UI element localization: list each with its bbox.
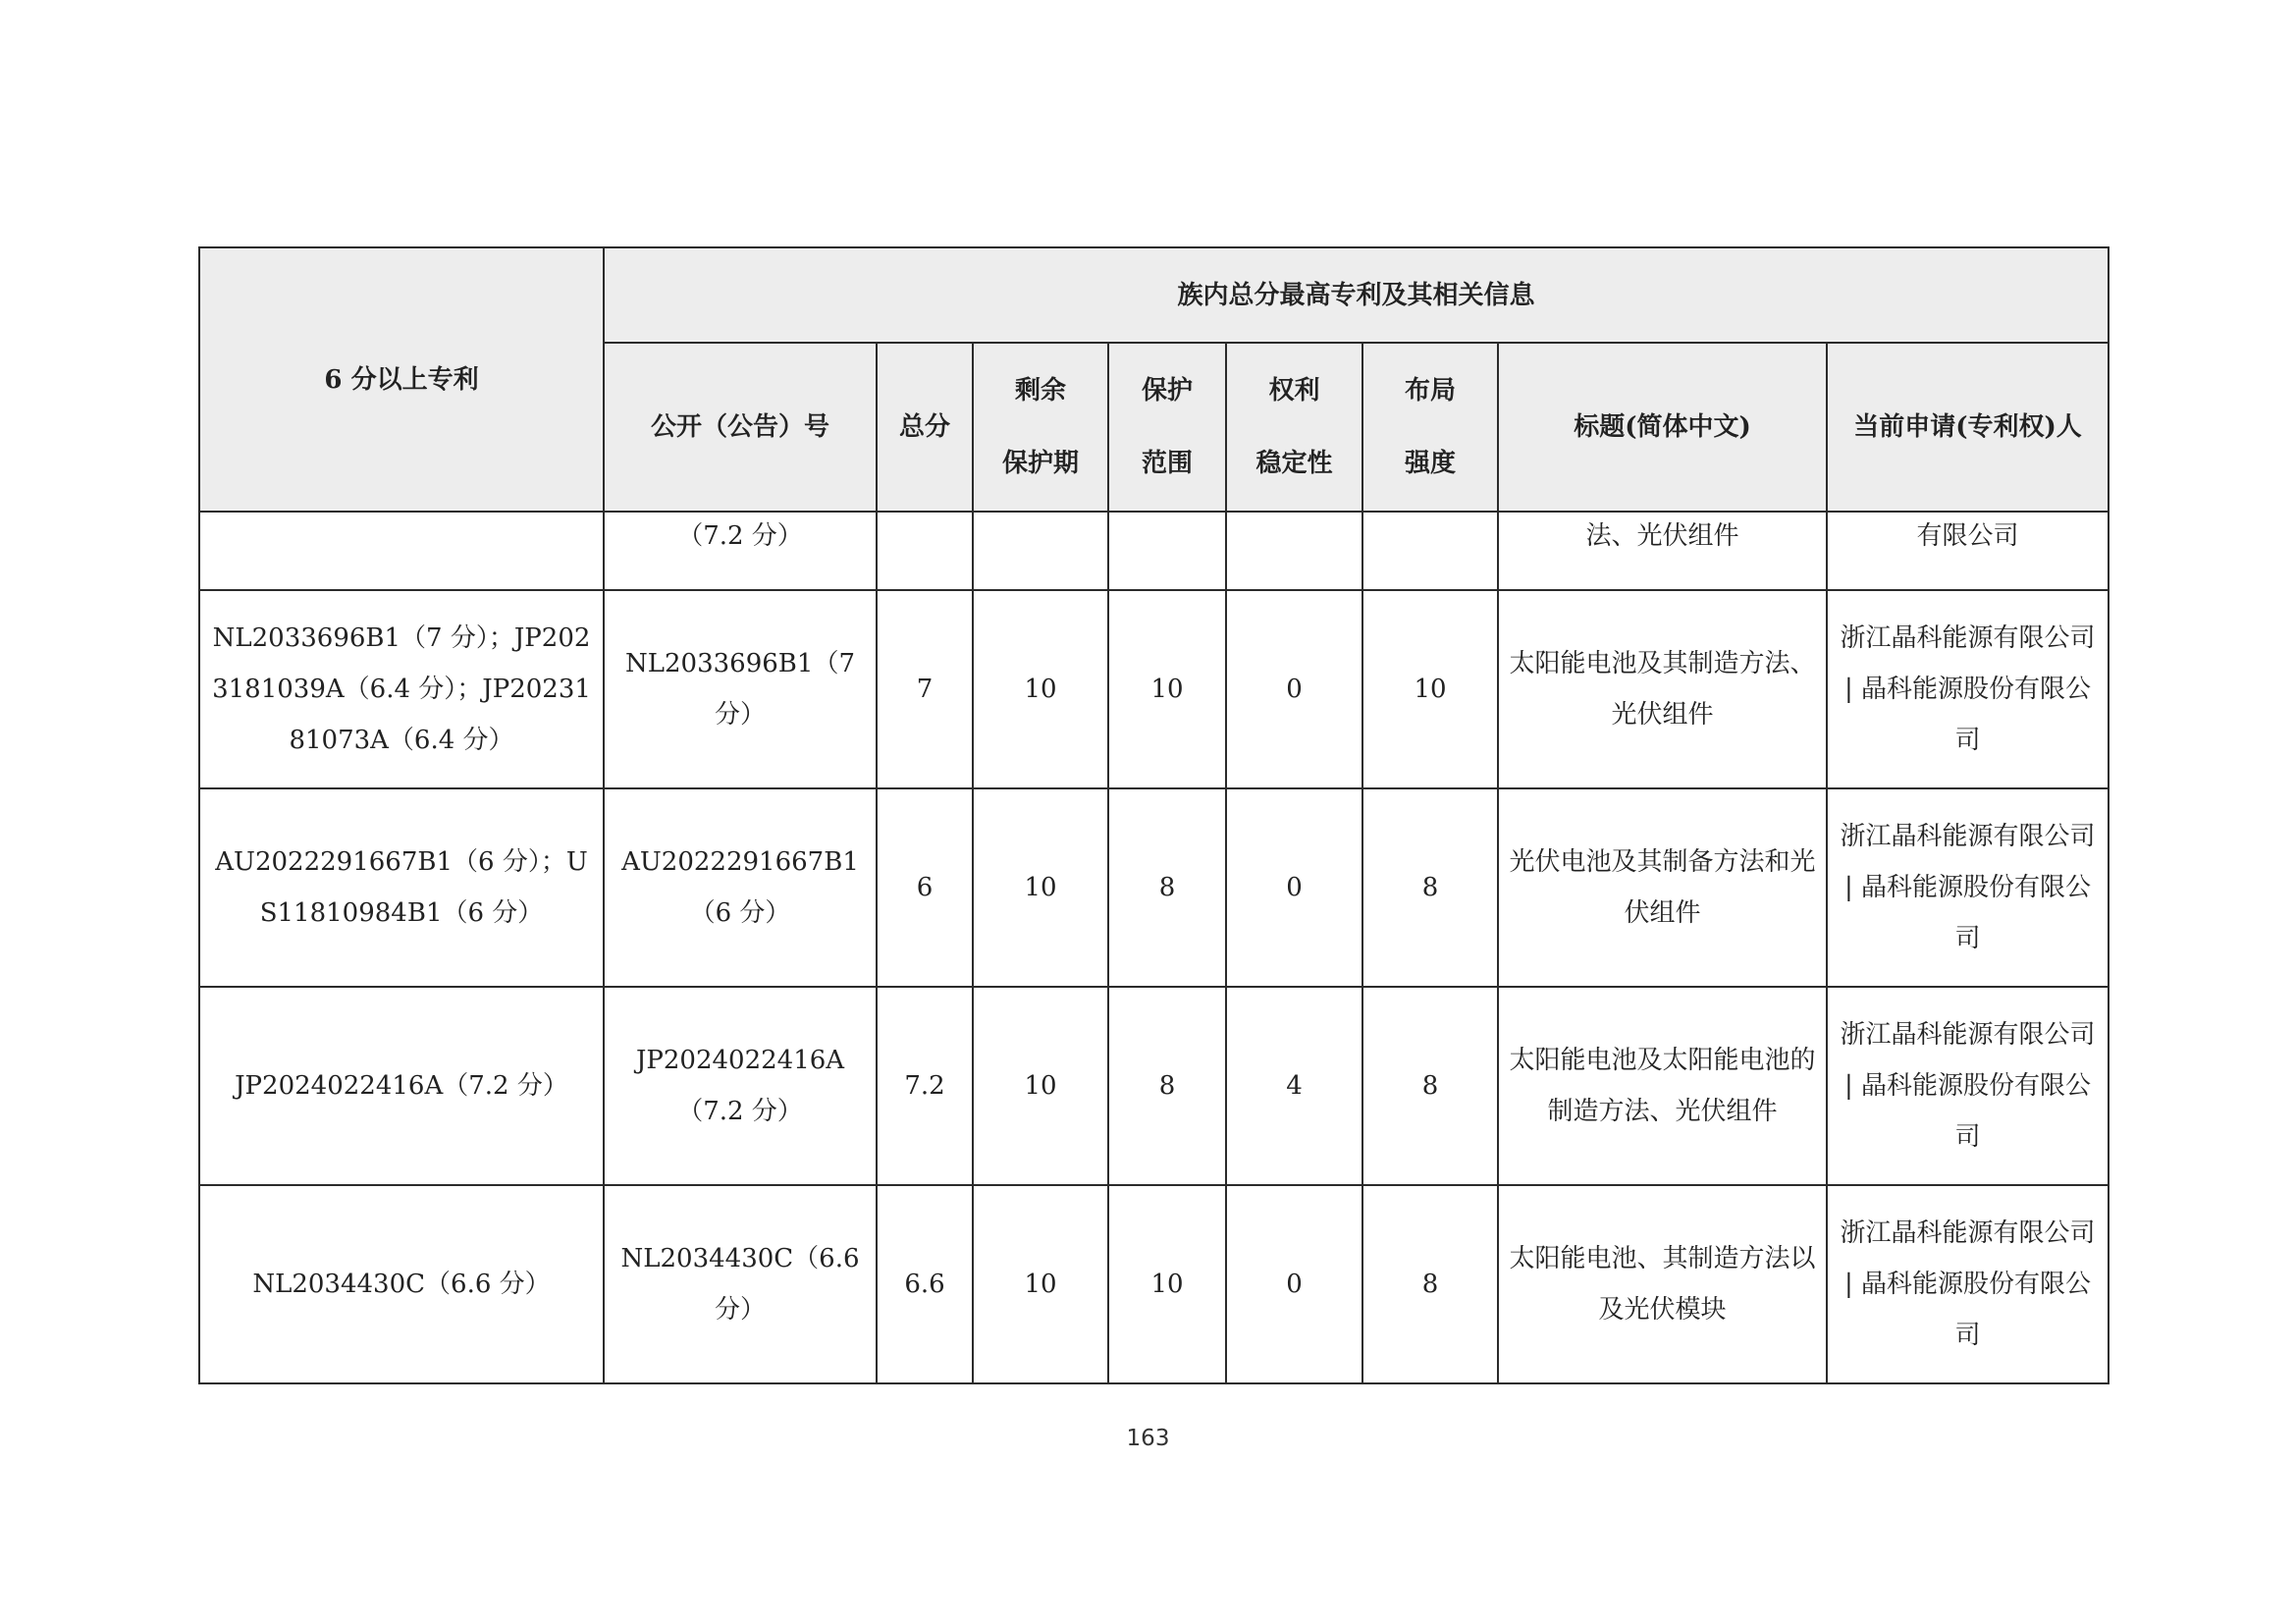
- cell-applicant: 浙江晶科能源有限公司 | 晶科能源股份有限公司: [1827, 987, 2109, 1185]
- table-row: [199, 1185, 2109, 1383]
- header-layout-strength: [1362, 343, 1498, 512]
- cell-title: 太阳能电池、其制造方法以及光伏模块: [1498, 1185, 1827, 1383]
- header-pub-number: 公开（公告）号: [604, 343, 877, 512]
- cell-title: 法、光伏组件: [1498, 512, 1827, 590]
- cell-stability: 0: [1226, 590, 1362, 788]
- table-row-continued: [199, 512, 2109, 590]
- cell-remaining: 10: [973, 590, 1108, 788]
- header-remaining-term: [973, 343, 1108, 512]
- cell-total: 6: [877, 788, 973, 987]
- cell-scope: [1108, 512, 1226, 590]
- cell-scope: 8: [1108, 987, 1226, 1185]
- cell-remaining: 10: [973, 788, 1108, 987]
- header-title: 标题(简体中文): [1498, 343, 1827, 512]
- cell-total: 6.6: [877, 1185, 973, 1383]
- table-row: [199, 987, 2109, 1185]
- cell-pub: AU2022291667B1（6 分）: [604, 788, 877, 987]
- header-group-title: 族内总分最高专利及其相关信息: [604, 247, 2109, 343]
- cell-total: 7: [877, 590, 973, 788]
- cell-stability: [1226, 512, 1362, 590]
- cell-patents: AU2022291667B1（6 分）；US11810984B1（6 分）: [199, 788, 604, 987]
- cell-title: 太阳能电池及其制造方法、光伏组件: [1498, 590, 1827, 788]
- cell-layout: 10: [1362, 590, 1498, 788]
- cell-total: 7.2: [877, 987, 973, 1185]
- cell-title: 太阳能电池及太阳能电池的制造方法、光伏组件: [1498, 987, 1827, 1185]
- cell-patents: NL2034430C（6.6 分）: [199, 1185, 604, 1383]
- cell-scope: 10: [1108, 590, 1226, 788]
- table-row: [199, 590, 2109, 788]
- cell-patents: JP2024022416A（7.2 分）: [199, 987, 604, 1185]
- cell-applicant: 浙江晶科能源有限公司 | 晶科能源股份有限公司: [1827, 590, 2109, 788]
- cell-patents: NL2033696B1（7 分）；JP2023181039A（6.4 分）；JP2023181073A（6.4 分）: [199, 590, 604, 788]
- cell-stability: 4: [1226, 987, 1362, 1185]
- cell-title: 光伏电池及其制备方法和光伏组件: [1498, 788, 1827, 987]
- header-layout-line1: 布局: [1404, 376, 1456, 406]
- header-remaining-line2: 保护期: [1001, 449, 1079, 478]
- cell-total: [877, 512, 973, 590]
- cell-pub: （7.2 分）: [604, 512, 877, 590]
- header-stability-line1: 权利: [1268, 376, 1320, 406]
- cell-pub: NL2034430C（6.6 分）: [604, 1185, 877, 1383]
- cell-patents: [199, 512, 604, 590]
- header-layout-line2: 强度: [1404, 449, 1456, 478]
- patent-table: [198, 246, 2109, 1384]
- cell-pub: JP2024022416A（7.2 分）: [604, 987, 877, 1185]
- page-number: 163: [1126, 1426, 1170, 1451]
- cell-remaining: 10: [973, 987, 1108, 1185]
- cell-remaining: 10: [973, 1185, 1108, 1383]
- cell-layout: 8: [1362, 987, 1498, 1185]
- cell-applicant: 有限公司: [1827, 512, 2109, 590]
- cell-applicant: 浙江晶科能源有限公司 | 晶科能源股份有限公司: [1827, 1185, 2109, 1383]
- cell-stability: 0: [1226, 788, 1362, 987]
- header-scope-line2: 范围: [1141, 449, 1193, 478]
- cell-layout: 8: [1362, 1185, 1498, 1383]
- header-applicant: 当前申请(专利权)人: [1827, 343, 2109, 512]
- header-six-plus-patents: 6 分以上专利: [199, 247, 604, 512]
- header-scope-line1: 保护: [1141, 376, 1193, 406]
- cell-layout: [1362, 512, 1498, 590]
- header-stability: [1226, 343, 1362, 512]
- cell-pub: NL2033696B1（7 分）: [604, 590, 877, 788]
- cell-applicant: 浙江晶科能源有限公司 | 晶科能源股份有限公司: [1827, 788, 2109, 987]
- header-stability-line2: 稳定性: [1255, 449, 1333, 478]
- header-scope: [1108, 343, 1226, 512]
- cell-remaining: [973, 512, 1108, 590]
- cell-scope: 8: [1108, 788, 1226, 987]
- cell-stability: 0: [1226, 1185, 1362, 1383]
- cell-scope: 10: [1108, 1185, 1226, 1383]
- header-total-score: 总分: [877, 343, 973, 512]
- cell-layout: 8: [1362, 788, 1498, 987]
- header-remaining-line1: 剩余: [1014, 376, 1066, 406]
- table-row: [199, 788, 2109, 987]
